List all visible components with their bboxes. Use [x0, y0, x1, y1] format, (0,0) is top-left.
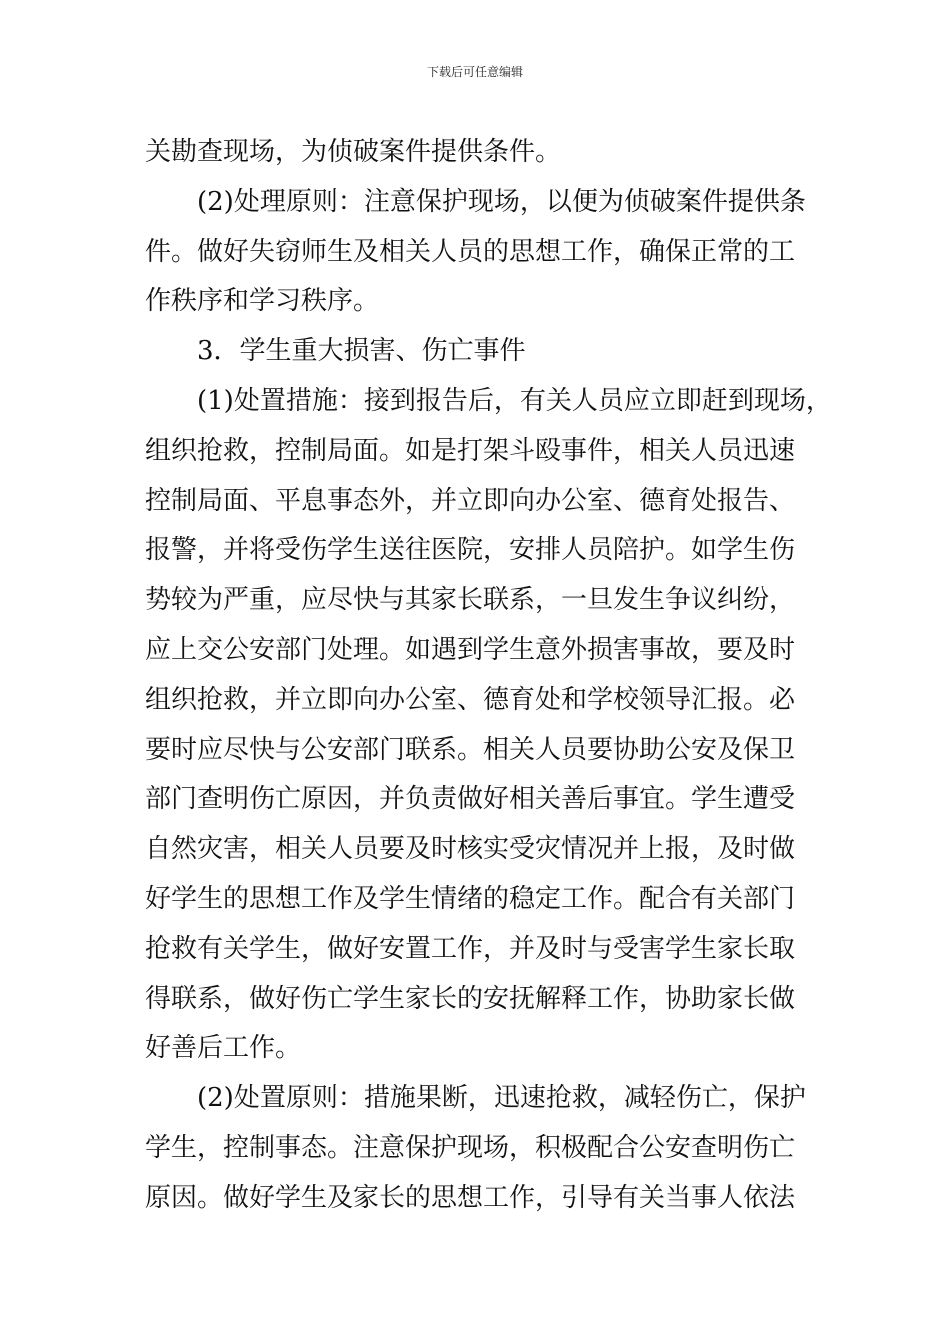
text-line: 好善后工作。: [145, 1033, 302, 1064]
text-line: 好学生的思想工作及学生情绪的稳定工作。配合有关部门: [145, 883, 796, 914]
text-line: 自然灾害，相关人员要及时核实受灾情况并上报，及时做: [145, 834, 796, 865]
document-body: [145, 128, 835, 1224]
text-line: 关勘查现场，为侦破案件提供条件。: [145, 137, 562, 167]
text-line: 得联系，做好伤亡学生家长的安抚解释工作，协助家长做: [145, 983, 796, 1014]
text-line: (2)处置原则：措施果断，迅速抢救，减轻伤亡，保护: [197, 1083, 806, 1114]
text-line: 部门查明伤亡原因，并负责做好相关善后事宜。学生遭受: [145, 784, 796, 815]
text-line: 作秩序和学习秩序。: [145, 286, 380, 317]
page-header-note: 下载后可任意编辑: [426, 65, 523, 79]
text-line: (1)处置措施：接到报告后，有关人员应立即赶到现场，: [197, 385, 832, 416]
text-line: 原因。做好学生及家长的思想工作，引导有关当事人依法: [145, 1182, 796, 1213]
text-line: 组织抢救，并立即向办公室、德育处和学校领导汇报。必: [145, 684, 796, 715]
text-line: 抢救有关学生，做好安置工作，并及时与受害学生家长取: [145, 933, 796, 964]
text-line: 件。做好失窃师生及相关人员的思想工作，确保正常的工: [145, 236, 796, 267]
text-line: 控制局面、平息事态外，并立即向办公室、德育处报告、: [145, 485, 796, 516]
text-line: 要时应尽快与公安部门联系。相关人员要协助公安及保卫: [145, 734, 796, 765]
text-line: 应上交公安部门处理。如遇到学生意外损害事故，要及时: [145, 634, 796, 665]
text-line: 组织抢救，控制局面。如是打架斗殴事件，相关人员迅速: [145, 435, 796, 466]
text-line: 报警，并将受伤学生送往医院，安排人员陪护。如学生伤: [145, 535, 796, 566]
text-line: 学生，控制事态。注意保护现场，积极配合公安查明伤亡: [145, 1132, 796, 1163]
section-heading: 3．学生重大损害、伤亡事件: [197, 336, 526, 367]
text-line: (2)处理原则：注意保护现场，以便为侦破案件提供条: [197, 186, 806, 217]
text-line: 势较为严重，应尽快与其家长联系，一旦发生争议纠纷，: [145, 585, 796, 616]
